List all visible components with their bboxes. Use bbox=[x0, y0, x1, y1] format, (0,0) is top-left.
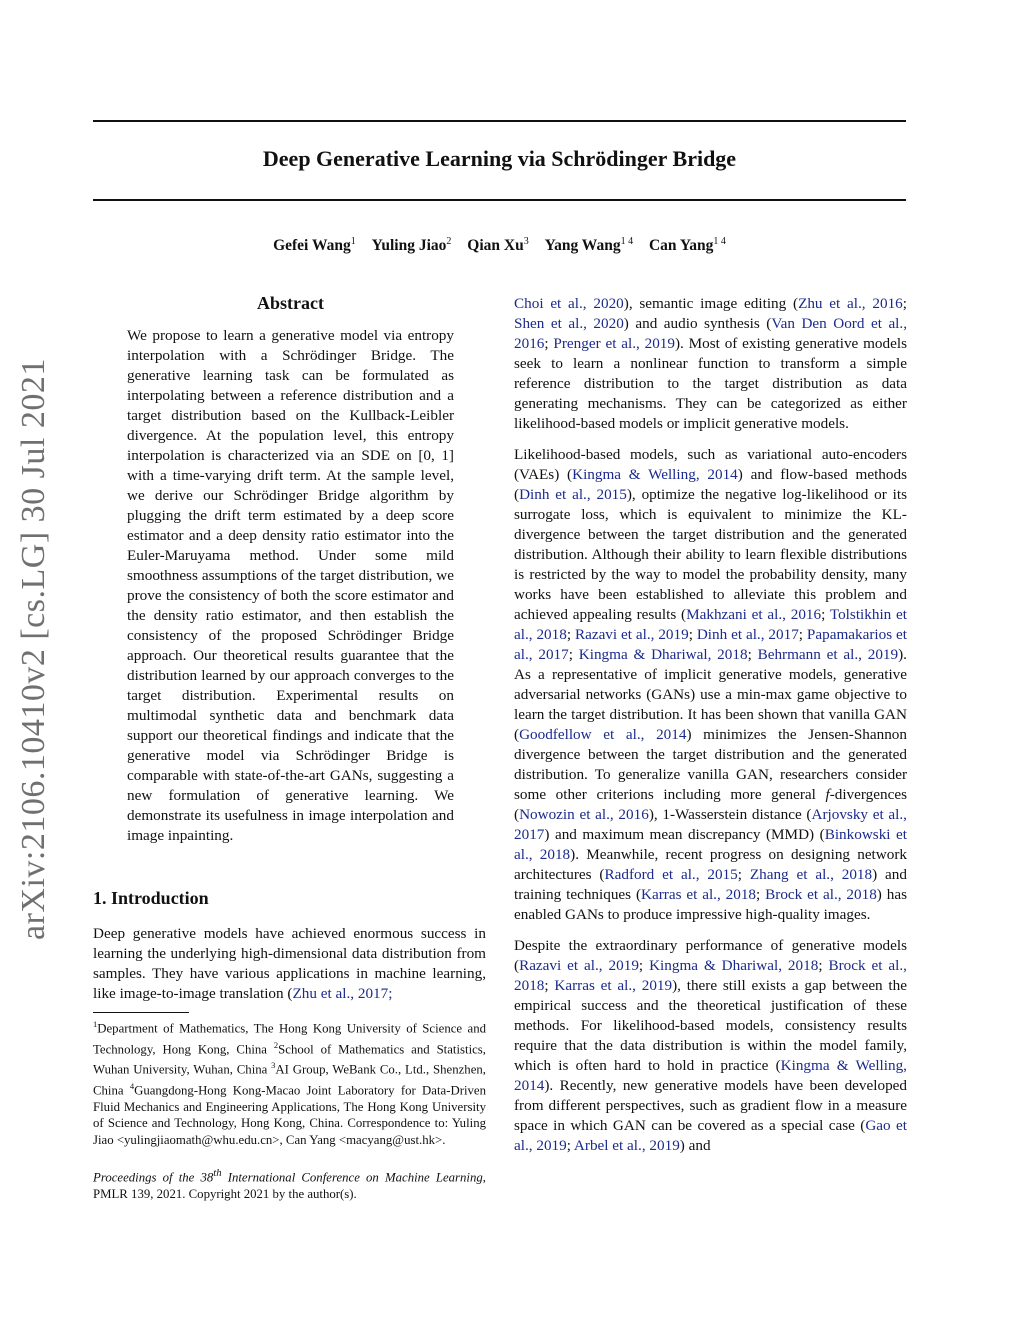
footnote-text: School of Mathematics and Statistics, Wuhan University, Wuhan, China bbox=[93, 1041, 486, 1077]
paragraph-text: ; bbox=[566, 626, 575, 643]
paragraph-text: ), optimize the negative log-likelihood or its surrogate loss, which is equivalent to minimize the KL-divergence between the target distribution and the generated distribution. Although their ability to learn flexible distributions is restricted by the way to model the probability density, many works have been established to alleviate this problem and achieved appealing results ( bbox=[514, 486, 908, 623]
abstract-body: We propose to learn a generative model via entropy interpolation with a Schrödinger Bridge. The generative learning task can be formulated as interpolating between a reference distribution and a target distribution based on the Kullback-Leibler divergence. At the population level, this entropy interpolation is characterized via an SDE on [0, 1] with a time-varying drift term. At the sample level, we derive our Schrödinger Bridge algorithm by plugging the drift term estimated by a deep score estimator and a deep density ratio estimator into the Euler-Maruyama method. Under some mild smoothness assumptions of the target distribution, we prove the consistency of both the score estimator and the density ratio estimator, and then establish the consistency of the proposed Schrödinger Bridge approach. Our theoretical results guarantee that the distribution learned by our approach converges to the target distribution. Experimental results on multimodal synthetic data and benchmark data support our theoretical findings and indicate that the generative model via Schrödinger Bridge is comparable with state-of-the-art GANs, suggesting a new formulation of generative learning. We demonstrate its usefulness in image interpolation and image inpainting. bbox=[127, 327, 454, 844]
paragraph-text: ; bbox=[737, 866, 750, 883]
paragraph-text: ; bbox=[798, 626, 807, 643]
body-paragraph bbox=[514, 445, 907, 925]
paragraph-text: ; bbox=[818, 957, 829, 974]
title-rule-bottom bbox=[93, 199, 906, 201]
citation-link[interactable]: Van Den Oord et al., 2016 bbox=[514, 315, 907, 352]
citation-link[interactable]: Razavi et al., 2019 bbox=[519, 957, 639, 974]
paragraph-text: ), 1-Wasserstein distance ( bbox=[648, 806, 812, 823]
paragraph-text: ), there still exists a gap between the empirical success and the theoretical justification of these methods. For likelihood-based models, consistency results require that the data distribution is within the model family, which is often hard to hold in practice ( bbox=[514, 977, 907, 1074]
footnote-text: Department of Mathematics, The Hong Kong University of Science and Technology, Hong Kong, China bbox=[93, 1021, 486, 1056]
title-rule-top bbox=[93, 120, 906, 122]
abstract-heading: Abstract bbox=[257, 293, 324, 313]
introduction-paragraph bbox=[93, 924, 486, 1004]
author-name: Yuling Jiao bbox=[371, 237, 447, 255]
proceedings-venue: Proceedings of the 38 bbox=[93, 1170, 214, 1185]
proceedings-sup: th bbox=[213, 1168, 222, 1179]
paragraph-text: ) and audio synthesis ( bbox=[623, 315, 772, 332]
footnote-marker: 3 bbox=[271, 1060, 276, 1071]
citation-link[interactable]: Zhu et al., 2017; bbox=[292, 985, 393, 1002]
citation-link[interactable]: Dinh et al., 2015 bbox=[519, 486, 627, 503]
author-name: Qian Xu bbox=[467, 237, 524, 255]
citation-link[interactable]: Kingma & Dhariwal, 2018 bbox=[649, 957, 819, 974]
paragraph-text: ). Meanwhile, recent progress on designing network architectures ( bbox=[514, 846, 907, 883]
paper-title: Deep Generative Learning via Schrödinger Bridge bbox=[262, 146, 737, 171]
citation-link[interactable]: Shen et al., 2020 bbox=[514, 315, 624, 332]
paragraph-text: -divergences ( bbox=[514, 786, 907, 823]
footnote-text: Guangdong-Hong Kong-Macao Joint Laboratory for Data-Driven Fluid Mechanics and Engineering Applications, The Hong Kong University of Science and Technology, Hong Kong, China. Correspondence to: Yuling Jiao <yulingjiaomath@whu.edu.cn>, Can Yang <macyang@ust.hk>. bbox=[93, 1083, 486, 1147]
paragraph-text: ) and maximum mean discrepancy (MMD) ( bbox=[544, 826, 825, 843]
paragraph-text: ) and flow-based methods ( bbox=[514, 466, 907, 503]
author-name: Gefei Wang bbox=[273, 237, 351, 255]
citation-link[interactable]: Brock et al., 2018 bbox=[514, 957, 907, 994]
citation-link[interactable]: Papamakarios et al., 2017 bbox=[514, 626, 907, 663]
paragraph-text: ) and bbox=[679, 1137, 711, 1154]
author-list bbox=[93, 236, 906, 255]
author-name: Yang Wang bbox=[544, 237, 621, 255]
affiliation-footnote bbox=[93, 1016, 486, 1148]
author-affiliation: 1 4 bbox=[620, 236, 634, 247]
citation-link[interactable]: Arbel et al., 2019 bbox=[573, 1137, 680, 1154]
citation-link[interactable]: Goodfellow et al., 2014 bbox=[519, 726, 687, 743]
footnote-rule bbox=[93, 1012, 189, 1013]
footnote-marker: 1 bbox=[93, 1019, 98, 1029]
abstract-section bbox=[127, 292, 454, 846]
paragraph-text: ; bbox=[568, 646, 579, 663]
citation-link[interactable]: Zhu et al., 2016 bbox=[798, 295, 903, 312]
body-paragraph bbox=[514, 936, 907, 1156]
citation-link[interactable]: Prenger et al., 2019 bbox=[553, 335, 675, 352]
citation-link[interactable]: Brock et al., 2018 bbox=[765, 886, 877, 903]
paragraph-text: ; bbox=[756, 886, 766, 903]
citation-link[interactable]: Karras et al., 2018 bbox=[641, 886, 757, 903]
citation-link[interactable]: Behrmann et al., 2019 bbox=[757, 646, 899, 663]
math-symbol: f bbox=[825, 786, 830, 803]
author-affiliation: 2 bbox=[446, 236, 452, 247]
paragraph-text: ) and training techniques ( bbox=[514, 866, 907, 903]
body-paragraph bbox=[514, 294, 907, 434]
paragraph-text: Despite the extraordinary performance of generative models ( bbox=[514, 937, 907, 974]
paragraph-text: Likelihood-based models, such as variational auto-encoders (VAEs) ( bbox=[514, 446, 907, 483]
footnote-marker: 4 bbox=[129, 1081, 135, 1092]
paragraph-text: ), semantic image editing ( bbox=[623, 295, 799, 312]
citation-link[interactable]: Binkowski et al., 2018 bbox=[514, 826, 907, 863]
paragraph-text: ; bbox=[544, 335, 554, 352]
paragraph-text: ; bbox=[688, 626, 697, 643]
citation-link[interactable]: Karras et al., 2019 bbox=[554, 977, 673, 994]
author-affiliation: 1 bbox=[350, 236, 356, 247]
author-affiliation: 1 4 bbox=[713, 236, 726, 247]
author-name: Can Yang bbox=[648, 237, 714, 255]
paragraph-text: ). As a representative of implicit generative models, generative adversarial networks (GANs) use a min-max game objective to learn the target distribution. It has been shown that vanilla GAN ( bbox=[514, 646, 907, 743]
footnote-marker: 2 bbox=[273, 1039, 279, 1050]
citation-link[interactable]: Kingma & Welling, 2014 bbox=[572, 466, 738, 483]
citation-link[interactable]: Makhzani et al., 2016 bbox=[686, 606, 822, 623]
paragraph-text: ; bbox=[821, 606, 830, 623]
introduction-section bbox=[93, 886, 486, 1004]
paragraph-text: ; bbox=[747, 646, 758, 663]
author bbox=[649, 237, 726, 254]
citation-link[interactable]: Kingma & Dhariwal, 2018 bbox=[578, 646, 748, 663]
arxiv-identifier: arXiv:2106.10410v2 [cs.LG] 30 Jul 2021 bbox=[15, 358, 52, 940]
paragraph-text: ; bbox=[902, 295, 907, 312]
proceedings-venue-cont: International Conference on Machine Learning bbox=[221, 1170, 483, 1185]
author-affiliation: 3 bbox=[523, 236, 529, 247]
paragraph-text: ). Recently, new generative models have been developed from different perspectives, such as gradient flow in a measure space in which GAN can be covered as a special case ( bbox=[514, 1077, 907, 1134]
citation-link[interactable]: Radford et al., 2015 bbox=[604, 866, 738, 883]
citation-link[interactable]: Arjovsky et al., 2017 bbox=[514, 806, 907, 843]
paragraph-text: ; bbox=[638, 957, 650, 974]
author bbox=[467, 237, 528, 254]
author bbox=[372, 237, 452, 254]
citation-link[interactable]: Tolstikhin et al., 2018 bbox=[514, 606, 908, 643]
author bbox=[545, 237, 633, 254]
author bbox=[273, 237, 356, 254]
citation-link[interactable]: Nowozin et al., 2016 bbox=[519, 806, 649, 823]
right-column bbox=[514, 294, 907, 1167]
paragraph-text: ; bbox=[566, 1137, 574, 1154]
proceedings-copyright: , PMLR 139, 2021. Copyright 2021 by the author(s). bbox=[93, 1170, 486, 1201]
introduction-heading: 1. Introduction bbox=[93, 888, 209, 908]
paragraph-text: ; bbox=[544, 977, 555, 994]
citation-link[interactable]: Zhang et al., 2018 bbox=[749, 866, 873, 883]
proceedings-note bbox=[93, 1166, 486, 1202]
paragraph-text: Deep generative models have achieved enormous success in learning the underlying high-dimensional data distribution from samples. They have various applications in machine learning, like image-to-image translation ( bbox=[93, 925, 486, 1002]
citation-link[interactable]: Dinh et al., 2017 bbox=[696, 626, 799, 643]
citation-link[interactable]: Kingma & Welling, 2014 bbox=[514, 1057, 907, 1094]
citation-link[interactable]: Razavi et al., 2019 bbox=[574, 626, 689, 643]
footnote-text: AI Group, WeBank Co., Ltd., Shenzhen, China bbox=[93, 1062, 486, 1098]
paragraph-text: ). Most of existing generative models seek to learn a nonlinear function to transform a simple reference distribution to the target distribution as data generating mechanisms. They can be categorized as either likelihood-based models or implicit generative models. bbox=[514, 335, 907, 432]
paragraph-text: ) has enabled GANs to produce impressive high-quality images. bbox=[514, 886, 907, 923]
paragraph-text: ) minimizes the Jensen-Shannon divergence between the target distribution and the generated distribution. To generalize vanilla GAN, researchers consider some other criterions including more general bbox=[514, 726, 907, 803]
citation-link[interactable]: Choi et al., 2020 bbox=[514, 295, 624, 312]
citation-link[interactable]: Gao et al., 2019 bbox=[514, 1117, 908, 1154]
